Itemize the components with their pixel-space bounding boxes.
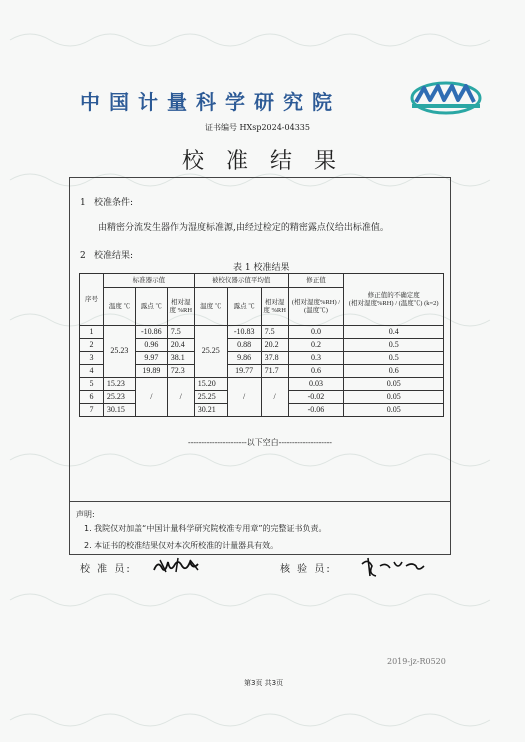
page-title: 校准结果 [182, 149, 359, 174]
th-std-group: 标准器示值 [103, 274, 194, 288]
dut-temp-merged: 25.25 [194, 326, 227, 378]
cert-no-value: HXsp2024-04335 [239, 123, 310, 132]
th-std-temp: 温度 ℃ [103, 288, 135, 326]
table-row: 2 0.96 20.4 0.88 20.2 0.2 0.5 [80, 339, 444, 352]
verifier-signature-icon [358, 554, 430, 578]
declaration-item-1: 1. 我院仅对加盖“中国计量科学研究院校准专用章”的完整证书负责。 [84, 524, 327, 533]
th-corr-sub: (相对湿度%RH) / (温度℃) [288, 288, 344, 326]
th-dut-group: 被校仪器示值平均值 [194, 274, 288, 288]
results-frame [69, 177, 451, 555]
dut-rh-merged: / [261, 378, 288, 417]
th-dut-temp: 温度 ℃ [194, 288, 227, 326]
th-corr: 修正值 [288, 274, 344, 288]
declaration-title: 声明: [76, 510, 95, 519]
verifier-label: 核 验 员: [280, 564, 332, 575]
th-std-rh: 相对湿度 %RH [167, 288, 194, 326]
std-rh-merged: / [167, 378, 194, 417]
table-row: 6 25.23 25.25 -0.02 0.05 [80, 391, 444, 404]
certificate-number [205, 122, 365, 133]
dut-dew-merged: / [227, 378, 261, 417]
th-seq: 序号 [80, 274, 104, 326]
results-table [79, 273, 444, 417]
calibrator-label: 校 准 员: [80, 564, 132, 575]
section-1-heading: 1 校准条件: [80, 198, 134, 208]
form-code: 2019-jz-R0520 [387, 657, 446, 666]
declaration-divider [70, 501, 450, 502]
institute-name: 中国计量科学研究院 [80, 90, 341, 114]
page-number: 第3页 共3页 [244, 679, 284, 687]
blank-below-note: ----------------------以下空白-------------------- [188, 438, 332, 447]
calibrator-signature-icon [150, 552, 210, 578]
section-1-text: 由精密分流发生器作为湿度标准源,由经过检定的精密露点仪给出标准值。 [98, 223, 389, 233]
cert-no-label: 证书编号 [205, 123, 237, 132]
std-dew-merged: / [135, 378, 167, 417]
table-caption: 表 1 校准结果 [233, 263, 290, 273]
table-row: 3 9.97 38.1 9.86 37.8 0.3 0.5 [80, 352, 444, 365]
table-row: 1 25.23 -10.86 7.5 25.25 -10.83 7.5 0.0 0.4 [80, 326, 444, 339]
th-dut-dew: 露点 ℃ [227, 288, 261, 326]
table-row: 4 19.89 72.3 19.77 71.7 0.6 0.6 [80, 365, 444, 378]
th-dut-rh: 相对湿度 %RH [261, 288, 288, 326]
table-row: 7 30.15 30.21 -0.06 0.05 [80, 404, 444, 417]
th-std-dew: 露点 ℃ [135, 288, 167, 326]
institute-logo-icon [408, 78, 484, 116]
declaration-item-2: 2. 本证书的校准结果仅对本次所校准的计量器具有效。 [84, 541, 279, 550]
section-2-heading: 2 校准结果: [80, 251, 134, 261]
th-unc: 修正值的不确定度 (相对湿度%RH) / (温度℃) (k=2) [344, 274, 444, 326]
std-temp-merged: 25.23 [103, 326, 135, 378]
table-row: 5 15.23 / / 15.20 / / 0.03 0.05 [80, 378, 444, 391]
